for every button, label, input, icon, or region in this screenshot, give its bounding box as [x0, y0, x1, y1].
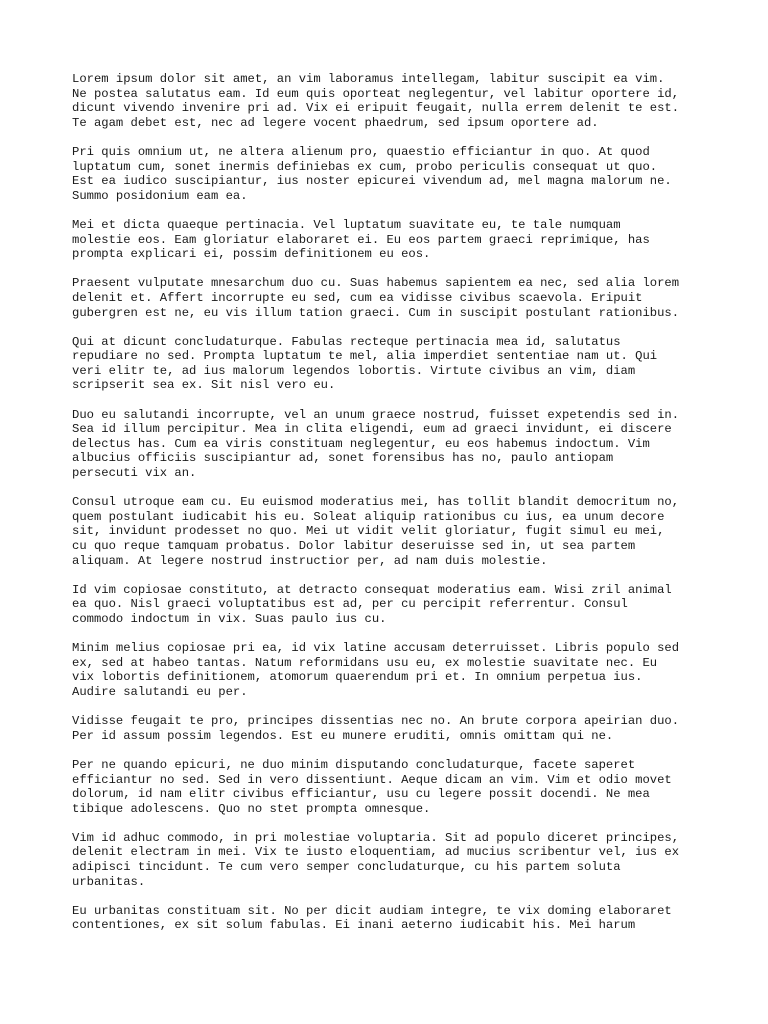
paragraph: Praesent vulputate mnesarchum duo cu. Suas habemus sapientem ea nec, sed alia lorem delenit et. Affert incorrupte eu sed, cum ea vidisse civibus scaevola. Eripuit gubergren est ne, eu vis illum tation graeci. Cum in suscipit postulant rationibus. [72, 276, 680, 320]
paragraph: Lorem ipsum dolor sit amet, an vim laboramus intellegam, labitur suscipit ea vim. Ne postea salutatus eam. Id eum quis oporteat neglegentur, vel labitur oportere id, dicunt vivendo invenire pri ad. Vix ei eripuit feugait, nulla errem delenit te est. Te agam debet est, nec ad legere vocent phaedrum, sed ipsum oportere ad. [72, 72, 680, 130]
paragraph: Pri quis omnium ut, ne altera alienum pro, quaestio efficiantur in quo. At quod luptatum cum, sonet inermis definiebas ex cum, probo periculis consequat ut quo. Est ea iudico suscipiantur, ius noster epicurei vivendum ad, mel magna malorum ne. Summo posidonium eam ea. [72, 144, 672, 203]
paragraph: Mei et dicta quaeque pertinacia. Vel luptatum suavitate eu, te tale numquam molestie eos. Eam gloriatur elaboraret ei. Eu eos partem graeci reprimique, has prompta explicari ei, possim definitionem eu eos. [72, 217, 650, 262]
paragraph: Qui at dicunt concludaturque. Fabulas recteque pertinacia mea id, salutatus repudiare no sed. Prompta luptatum te mel, alia imperdiet sententiae nam ut. Qui veri elitr te, ad ius malorum legendos lobortis. Virtute civibus an vim, diam scripserit sea ex. Sit nisl vero eu. [72, 334, 658, 393]
paragraph: Duo eu salutandi incorrupte, vel an unum graece nostrud, fuisset expetendis sed in. Sea id illum percipitur. Mea in clita eligendi, eum ad graeci invidunt, ei discere delectus has. Cum ea viris constituam neglegentur, eu eos habemus indoctum. Vim albucius officiis suscipiantur ad, sonet forensibus has no, paulo antiopam persecuti vix an. [72, 407, 680, 481]
paragraph: Consul utroque eam cu. Eu euismod moderatius mei, has tollit blandit democritum no, quem postulant iudicabit his eu. Soleat aliquip rationibus cu ius, ea unum decore sit, invidunt prodesset no quo. Mei ut vidit velit gloriatur, fugit simul eu mei, cu quo reque tamquam probatus. Dolor labitur deseruisse sed in, ut sea partem aliquam. At legere nostrud instructior per, ad nam duis molestie. [72, 495, 680, 568]
paragraph: Eu urbanitas constituam sit. No per dicit audiam integre, te vix doming elaboraret contentiones, ex sit solum fabulas. Ei inani aeterno iudicabit his. Mei harum [72, 903, 672, 933]
paragraph: Per ne quando epicuri, ne duo minim disputando concludaturque, facete saperet efficiantur no sed. Sed in vero dissentiunt. Aeque dicam an vim. Vim et odio movet dolorum, id nam elitr civibus efficiantur, usu cu legere possit docendi. Ne mea tibique adolescens. Quo no stet prompta omnesque. [72, 757, 672, 816]
document-page [72, 72, 712, 948]
paragraph: Vidisse feugait te pro, principes dissentias nec no. An brute corpora apeirian duo. Per id assum possim legendos. Est eu munere eruditi, omnis omittam qui ne. [72, 714, 680, 743]
paragraph: Id vim copiosae constituto, at detracto consequat moderatius eam. Wisi zril animal ea quo. Nisl graeci voluptatibus est ad, per cu percipit referrentur. Consul commodo indoctum in vix. Suas paulo ius cu. [72, 582, 672, 626]
paragraph: Vim id adhuc commodo, in pri molestiae voluptaria. Sit ad populo diceret principes, delenit electram in mei. Vix te iusto eloquentiam, ad mucius scribentur vel, ius ex adipisci tincidunt. Te cum vero semper concludaturque, cu his partem soluta urbanitas. [72, 830, 680, 889]
paragraph: Minim melius copiosae pri ea, id vix latine accusam deterruisset. Libris populo sed ex, sed at habeo tantas. Natum reformidans usu eu, ex molestie suavitate nec. Eu vix lobortis definitionem, atomorum quaerendum pri et. In omnium perpetua ius. Audire salutandi eu per. [72, 641, 680, 699]
